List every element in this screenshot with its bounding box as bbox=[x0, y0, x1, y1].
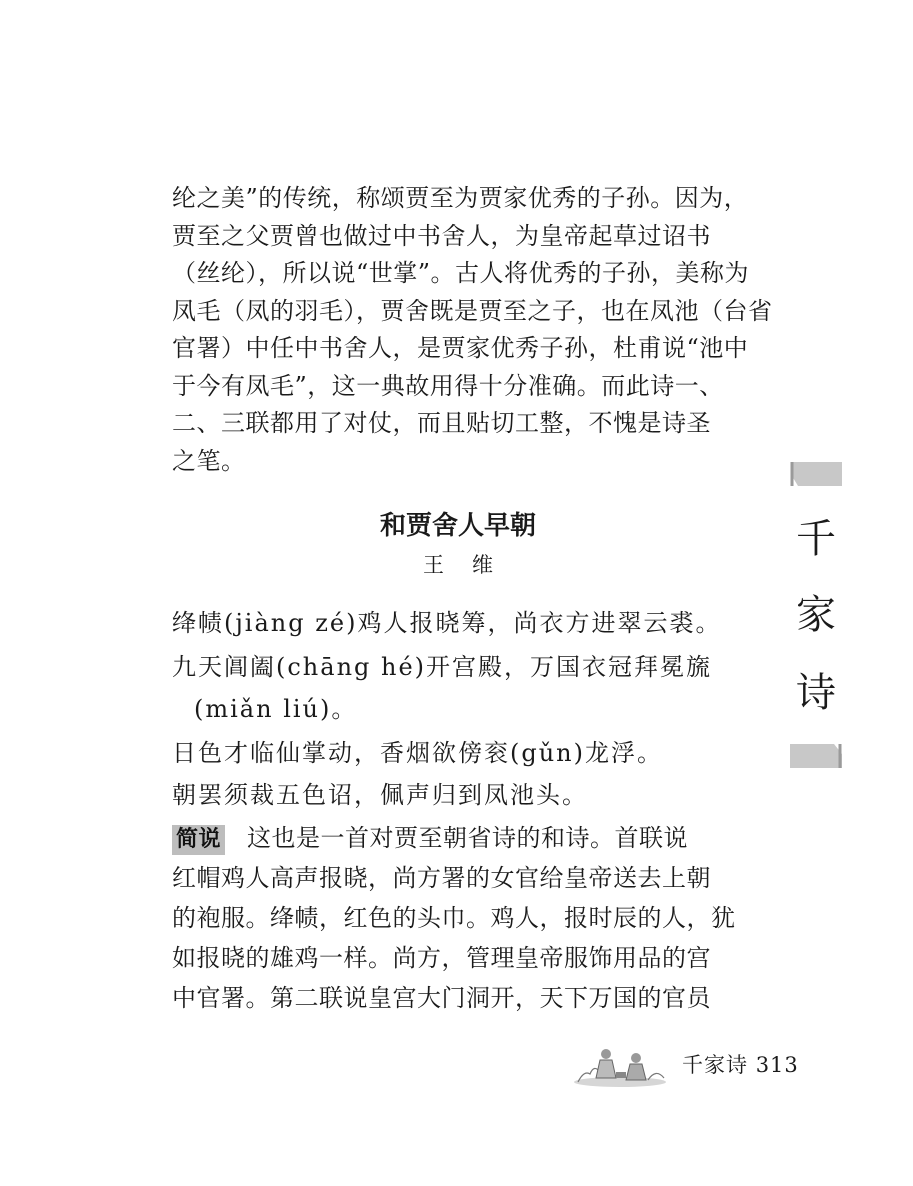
text-line: 如报晓的雄鸡一样。尚方，管理皇帝服饰用品的宫 bbox=[172, 944, 711, 972]
book-title: 千家诗 bbox=[682, 1053, 748, 1077]
poem-line: 绛帻(jiàng zé)鸡人报晓筹，尚衣方进翠云裘。 bbox=[172, 609, 722, 637]
poem-line: 九天阊阖(chāng hé)开宫殿，万国衣冠拜冕旒 bbox=[172, 653, 713, 681]
text-line: 贾至之父贾曾也做过中书舍人，为皇帝起草过诏书 bbox=[172, 221, 711, 250]
text-line: 中官署。第二联说皇宫大门洞开，天下万国的官员 bbox=[172, 984, 711, 1012]
scholars-illustration-icon bbox=[570, 1044, 670, 1088]
page-footer bbox=[560, 1044, 800, 1088]
tab-char: 千 bbox=[796, 516, 836, 562]
text-line: 凤毛（凤的羽毛），贾舍既是贾至之子，也在凤池（台省 bbox=[172, 296, 773, 325]
commentary-first-line bbox=[172, 818, 744, 858]
text-line: 于今有凤毛”，这一典故用得十分准确。而此诗一、 bbox=[172, 371, 724, 400]
intro-paragraph bbox=[172, 180, 773, 480]
footer-label bbox=[682, 1050, 799, 1080]
text-line: 官署）中任中书舍人，是贾家优秀子孙，杜甫说“池中 bbox=[172, 334, 749, 362]
poem-title: 和贾舍人早朝 bbox=[379, 511, 536, 541]
tab-char: 诗 bbox=[796, 670, 836, 716]
text-line: 二、三联都用了对仗，而且贴切工整，不愧是诗圣 bbox=[172, 409, 711, 437]
poem-line: (miǎn liú)。 bbox=[194, 695, 358, 723]
poem-line: 日色才临仙掌动，香烟欲傍衮(gǔn)龙浮。 bbox=[172, 739, 664, 767]
commentary-badge: 简说 bbox=[172, 825, 225, 855]
text-line: 的袍服。绛帻，红色的头巾。鸡人，报时辰的人，犹 bbox=[172, 904, 736, 932]
text-line: 纶之美”的传统，称颂贾至为贾家优秀的子孙。因为， bbox=[172, 184, 749, 212]
text-line: 之笔。 bbox=[172, 446, 246, 475]
page-number: 313 bbox=[755, 1053, 799, 1077]
text-line: （丝纶），所以说“世掌”。古人将优秀的子孙，美称为 bbox=[172, 259, 750, 287]
poem-author: 王维 bbox=[423, 553, 521, 577]
poem-line: 朝罢须裁五色诏，佩声归到凤池头。 bbox=[172, 781, 588, 809]
commentary-paragraph bbox=[172, 818, 744, 1018]
text-line: 这也是一首对贾至朝省诗的和诗。首联说 bbox=[247, 824, 689, 852]
tab-bottom-bracket-icon bbox=[790, 742, 842, 768]
tab-char: 家 bbox=[796, 592, 836, 638]
text-line: 红帽鸡人高声报晓，尚方署的女官给皇帝送去上朝 bbox=[172, 864, 711, 892]
tab-top-bracket-icon bbox=[790, 462, 842, 488]
chapter-tab bbox=[790, 462, 842, 768]
